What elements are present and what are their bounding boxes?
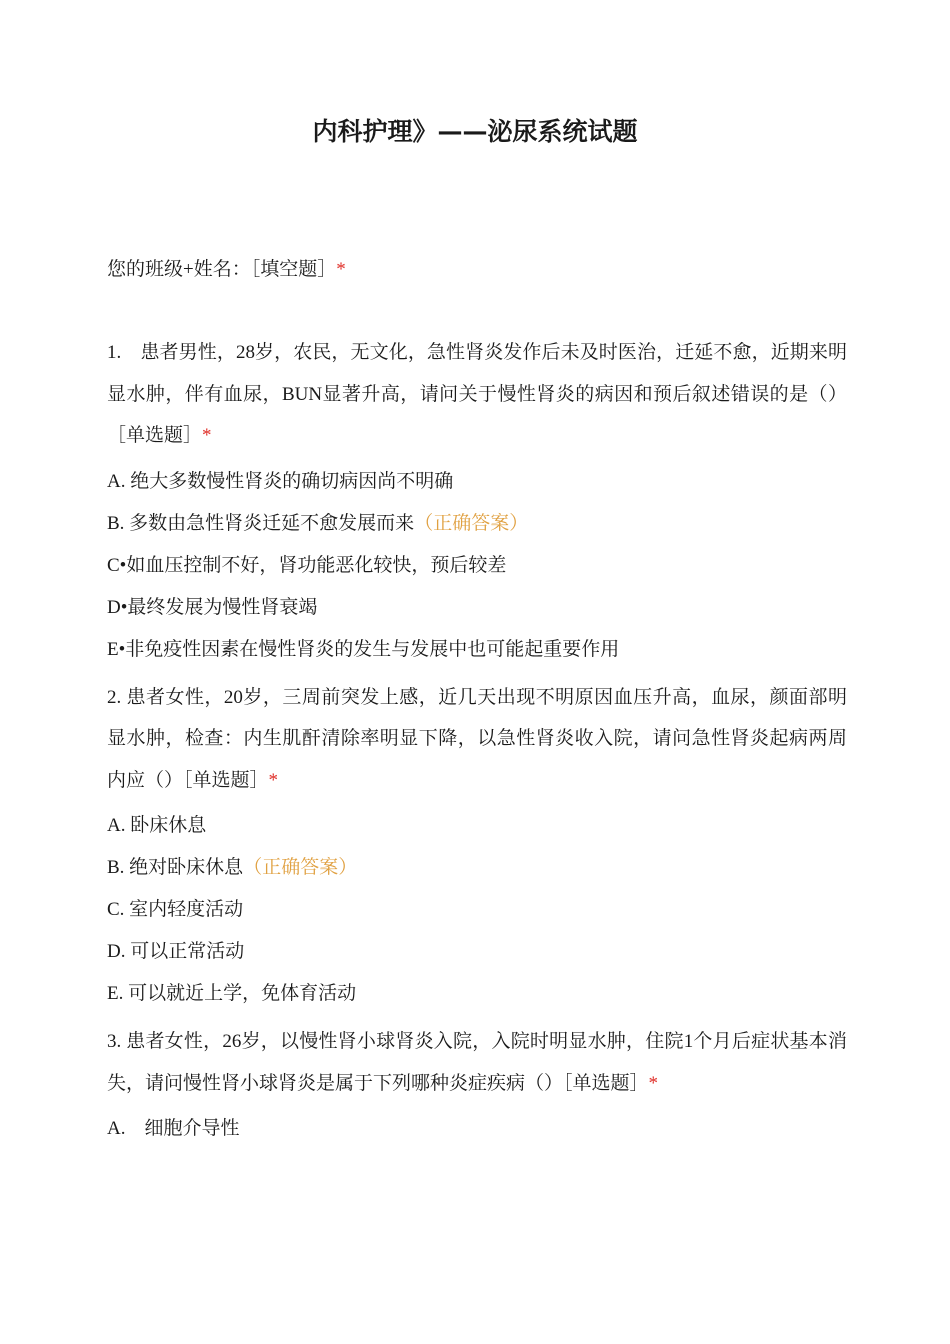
required-mark: * <box>202 425 212 446</box>
option-b[interactable] <box>107 847 847 889</box>
option-text: C•如血压控制不好，肾功能恶化较快，预后较差 <box>107 554 507 576</box>
option-c[interactable] <box>107 889 847 931</box>
question-stem-text: 2. 患者女性，20岁，三周前突发上感，近几天出现不明原因血压升高，血尿，颜面部明显水肿，检查：内生肌酐清除率明显下降，以急性肾炎收入院，请问急性肾炎起病两周内应（）［单选题］ <box>107 686 847 791</box>
question-stem-text: 1. 患者男性，28岁，农民，无文化，急性肾炎发作后未及时医治，迁延不愈，近期来明显水肿，伴有血尿，BUN显著升高，请问关于慢性肾炎的病因和预后叙述错误的是（）［单选题］ <box>107 342 847 446</box>
option-text: A. 绝大多数慢性肾炎的确切病因尚不明确 <box>107 470 454 492</box>
option-text: B. 多数由急性肾炎迁延不愈发展而来 <box>107 512 415 534</box>
option-c[interactable] <box>107 545 847 587</box>
option-text: A. 卧床休息 <box>107 815 207 836</box>
option-text: B. 绝对卧床休息 <box>107 857 244 878</box>
option-b[interactable] <box>107 503 847 545</box>
question-3 <box>107 1021 847 1150</box>
question-2 <box>107 677 847 1016</box>
question-stem <box>107 677 847 802</box>
option-a[interactable] <box>107 461 847 503</box>
survey-content <box>107 250 847 1150</box>
option-text: D•最终发展为慢性肾衰竭 <box>107 596 318 618</box>
question-1 <box>107 332 847 671</box>
name-field-prompt <box>107 250 847 290</box>
option-text: E•非免疫性因素在慢性肾炎的发生与发展中也可能起重要作用 <box>107 638 620 660</box>
option-text: E. 可以就近上学，免体育活动 <box>107 983 357 1004</box>
option-e[interactable] <box>107 973 847 1015</box>
document-title: 内科护理》——泌尿系统试题 <box>312 117 638 146</box>
name-field-label: 您的班级+姓名：［填空题］ <box>107 259 337 280</box>
question-stem <box>107 332 847 457</box>
option-d[interactable] <box>107 587 847 629</box>
option-a[interactable] <box>107 805 847 847</box>
question-stem <box>107 1021 847 1104</box>
correct-answer-tag: （正确答案） <box>243 857 358 878</box>
required-mark: * <box>268 769 279 791</box>
option-e[interactable] <box>107 629 847 671</box>
option-text: A. 细胞介导性 <box>107 1118 240 1139</box>
option-text: D. 可以正常活动 <box>107 941 245 962</box>
option-a[interactable] <box>107 1108 847 1150</box>
required-mark: * <box>336 259 346 280</box>
question-stem-text: 3. 患者女性，26岁，以慢性肾小球肾炎入院，入院时明显水肿，住院1个月后症状基本消失，请问慢性肾小球肾炎是属于下列哪种炎症疾病（）［单选题］ <box>107 1031 847 1094</box>
required-mark: * <box>648 1072 659 1094</box>
option-d[interactable] <box>107 931 847 973</box>
correct-answer-tag: （正确答案） <box>414 512 529 534</box>
option-text: C. 室内轻度活动 <box>107 899 244 920</box>
